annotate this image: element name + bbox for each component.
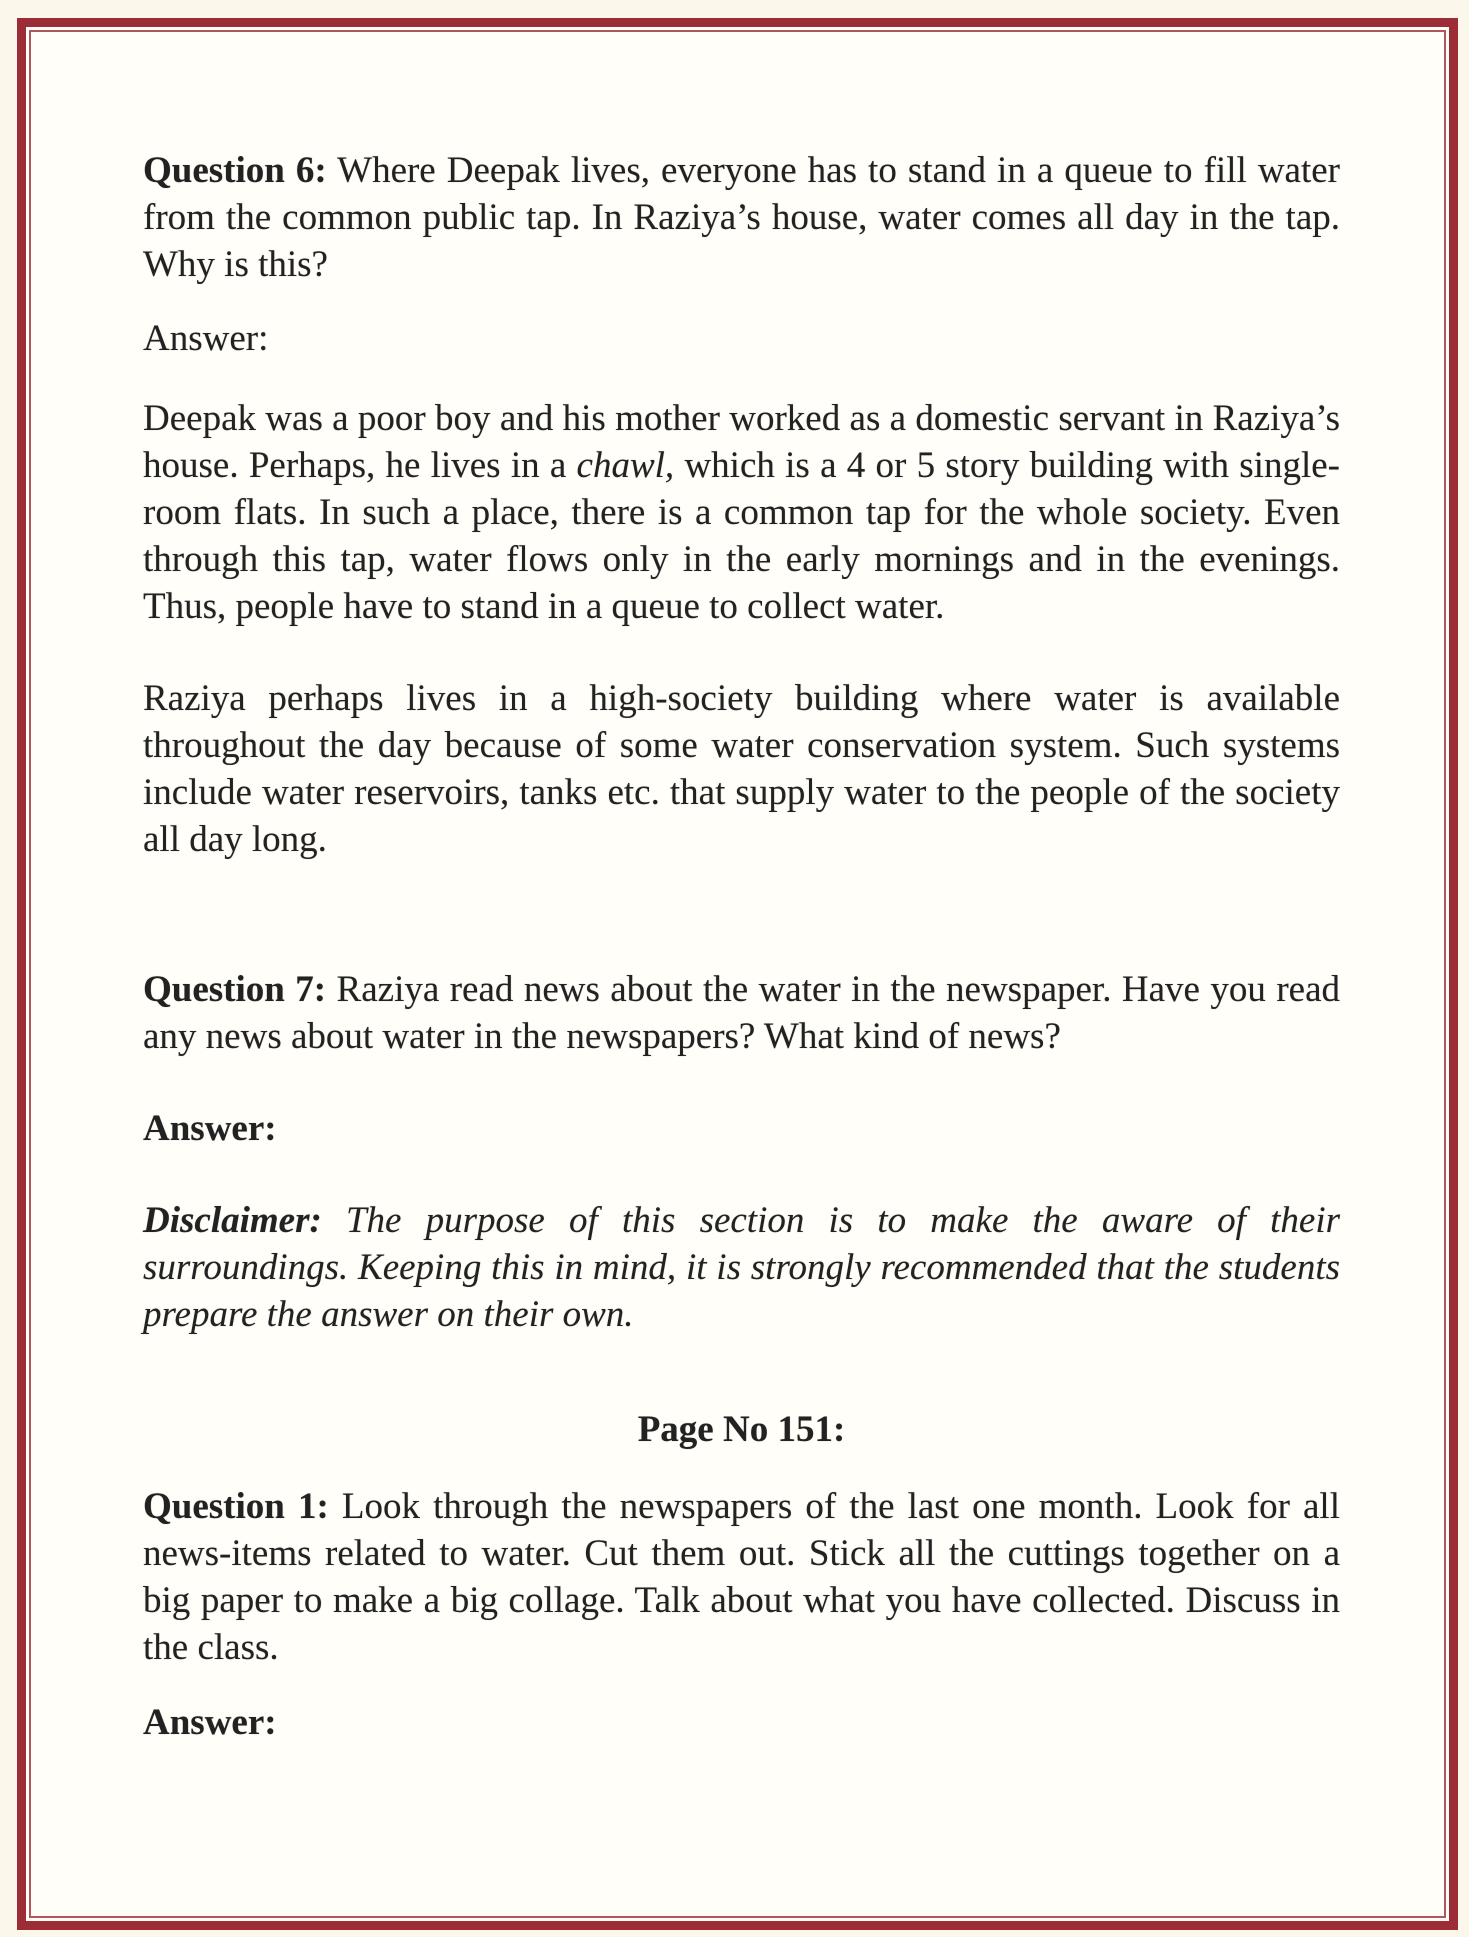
answer-label-2-text: Answer: [143, 1108, 277, 1149]
disclaimer-paragraph [143, 1197, 1340, 1338]
page-border-inner [29, 30, 1446, 1918]
answer-label-2 [143, 1105, 1340, 1152]
question-7-paragraph [143, 966, 1340, 1060]
chawl-italic-term: chawl, [576, 445, 675, 486]
answer-6-paragraph-1-post: which is a 4 or 5 story building with single-room flats. In such a place, there is a common tap for the whole society. Even through this tap, water flows only in the early mornings and in the evenings. Thus, people have to stand in a queue to collect water. [143, 445, 1340, 627]
question-6-label: Question 6: [143, 150, 327, 191]
question-7-label: Question 7: [143, 969, 327, 1010]
answer-label-1-text: Answer: [143, 318, 269, 359]
answer-6-paragraph-1 [143, 395, 1340, 630]
question-1-text: Look through the newspapers of the last one month. Look for all news-items related to water. Cut them out. Stick all the cuttings together on a big paper to make a big collage. Talk about what you have collected. Discuss in the class. [143, 1486, 1340, 1668]
answer-6-paragraph-2 [143, 675, 1340, 863]
question-1-paragraph [143, 1483, 1340, 1671]
question-6-paragraph [143, 147, 1340, 288]
page-number-heading-text: Page No 151: [637, 1409, 846, 1450]
page-number-heading [143, 1406, 1340, 1453]
answer-6-paragraph-2-text: Raziya perhaps lives in a high-society building where water is available throughout the day because of some water conservation system. Such systems include water reservoirs, tanks etc. that supply water to the people of the society all day long. [143, 678, 1340, 860]
answer-label-3 [143, 1699, 1340, 1746]
document-content [31, 32, 1444, 1916]
page-border-outer [17, 18, 1458, 1930]
disclaimer-label: Disclaimer: [143, 1200, 322, 1241]
question-6-text: Where Deepak lives, everyone has to stand in a queue to fill water from the common public tap. In Raziya’s house, water comes all day in the tap. Why is this? [143, 150, 1341, 285]
answer-label-3-text: Answer: [143, 1702, 277, 1743]
disclaimer-text: The purpose of this section is to make the aware of their surroundings. Keeping this in mind, it is strongly recommended that the students prepare the answer on their own. [143, 1200, 1340, 1335]
answer-label-1 [143, 315, 1340, 362]
answer-6-paragraph-1-pre: Deepak was a poor boy and his mother worked as a domestic servant in Raziya’s house. Perhaps, he lives in a [143, 398, 1340, 486]
question-1-label: Question 1: [143, 1486, 329, 1527]
question-7-text: Raziya read news about the water in the newspaper. Have you read any news about water in the newspapers? What kind of news? [143, 969, 1340, 1057]
